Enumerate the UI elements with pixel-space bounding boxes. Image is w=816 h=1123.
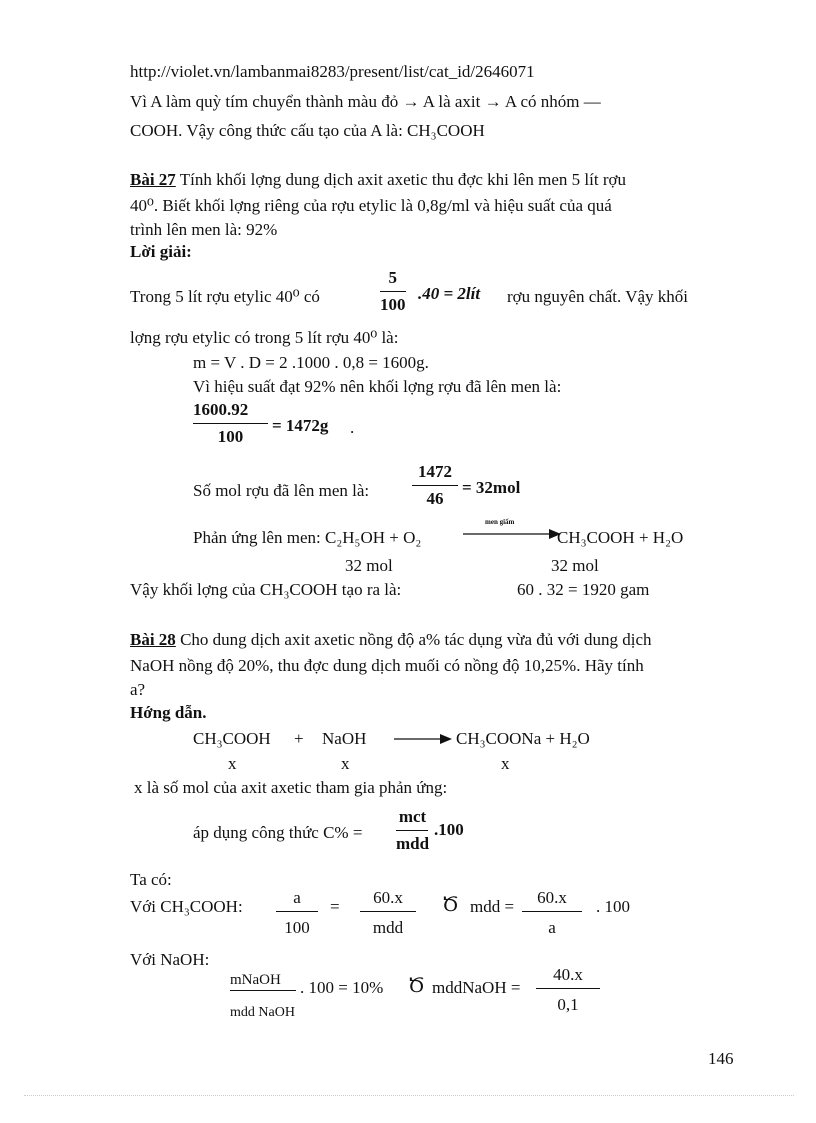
frac-5-over-100 — [380, 268, 406, 315]
bai28-guide-label: Hớng dẫn. — [130, 703, 207, 722]
formula-num: mct — [398, 807, 427, 826]
frac-1600 — [193, 400, 268, 447]
v1-frac-c-num: 60.x — [537, 888, 567, 907]
bai27-line-3: trình lên men là: 92% — [130, 220, 278, 239]
frac-5-den: 100 — [380, 295, 406, 314]
v1-frac-c-den: a — [548, 918, 556, 937]
eq-x-1: x — [228, 754, 237, 773]
bai27-sol-line-1-pre: Trong 5 lít rợu etylic 40⁰ có — [130, 287, 320, 306]
formula-den: mdd — [396, 834, 430, 853]
bai27-sol-line-1-post: rợu nguyên chất. Vậy khối — [507, 287, 688, 306]
mass-line-pre: Vậy khối lợng của CH₃COOH tạo ra là: — [130, 580, 402, 599]
v1-mdd: mdd = — [470, 897, 515, 916]
v2-frac-b-num: 40.x — [553, 965, 583, 984]
frac-1600-den: 100 — [217, 427, 244, 446]
bottom-divider — [24, 1095, 794, 1096]
formula-result: .100 — [434, 820, 464, 839]
v2-frac-b — [536, 965, 600, 1015]
v1-eq: = — [330, 897, 340, 916]
v2-frac-a — [230, 970, 296, 1023]
frac-1472 — [412, 462, 458, 509]
frac-5-num: 5 — [388, 268, 397, 287]
reaction-arrow-icon — [463, 528, 561, 540]
eq-arrow-icon — [394, 733, 452, 745]
taco: Ta có: — [130, 870, 172, 889]
v1-frac-a-num: a — [293, 888, 301, 907]
bai27-solution-label: Lời giải: — [130, 242, 192, 261]
v1-sym: Ծ — [442, 894, 459, 916]
bai27-label: Bài 27 — [130, 170, 176, 189]
bai28-line-3: a? — [130, 680, 146, 699]
reaction-post: CH₃COOH + H₂O — [557, 528, 684, 547]
frac-1600-num: 1600.92 — [193, 400, 249, 419]
bai27-sol-line-1-res: .40 = 2lít — [418, 284, 481, 303]
frac-1472-result: = 32mol — [462, 478, 521, 497]
v1-pre: Với CH₃COOH: — [130, 897, 243, 916]
v1-frac-c — [522, 888, 582, 938]
frac-1472-den: 46 — [426, 489, 444, 508]
mol-line-pre: Số mol rợu đã lên men là: — [193, 481, 370, 500]
bai28-line-1 — [130, 630, 652, 650]
v1-frac-a-den: 100 — [284, 918, 310, 937]
v1-frac-b-den: mdd — [372, 918, 404, 937]
intro-line-1: Vì A làm quỳ tím chuyển thành màu đỏ → A là axit → A có nhóm — — [130, 92, 601, 111]
eq-products: CH₃COONa + H₂O — [456, 729, 590, 748]
v2-frac-b-den: 0,1 — [557, 995, 579, 1014]
bai28-label: Bài 28 — [130, 630, 176, 649]
page-number: 146 — [708, 1049, 734, 1068]
eq-x-3: x — [501, 754, 510, 773]
bai28-line-2: NaOH nồng độ 20%, thu đợc dung dịch muối có nồng độ 10,25%. Hãy tính — [130, 656, 644, 675]
bai27-line-2: 40⁰. Biết khối lợng riêng của rợu etylic là 0,8g/ml và hiệu suất của quá — [130, 196, 612, 215]
bai27-sol-line-2: lợng rợu etylic có trong 5 lít rợu 40⁰ là: — [130, 328, 399, 347]
v1-frac-b-num: 60.x — [373, 888, 403, 907]
mass-line-result: 60 . 32 = 1920 gam — [517, 580, 650, 599]
v2-frac-a-den: mdd NaOH — [230, 1005, 295, 1020]
frac-1600-result: = 1472g — [272, 416, 329, 435]
v2-sym: Ծ — [408, 975, 425, 997]
bai27-line-1 — [130, 170, 626, 190]
v1-frac-b — [360, 888, 416, 938]
eq-plus: + — [294, 729, 304, 748]
formula-fraction — [396, 807, 429, 854]
v1-frac-a — [276, 888, 318, 938]
mol-right: 32 mol — [551, 556, 599, 575]
intro-line-2: COOH. Vậy công thức cấu tạo của A là: CH₃COOH — [130, 121, 485, 140]
reaction-condition: men giấm — [485, 518, 515, 526]
eq-acid: CH₃COOH — [193, 729, 271, 748]
bai28-text-1: Cho dung dịch axit axetic nồng độ a% tác dụng vừa đủ với dung dịch — [180, 630, 652, 649]
formula-pre: áp dụng công thức C% = — [193, 823, 363, 842]
x-definition: x là số mol của axit axetic tham gia phản ứng: — [134, 778, 448, 797]
v1-tail: . 100 — [596, 897, 630, 916]
v2-frac-a-num: mNaOH — [230, 972, 281, 988]
bai27-sol-line-4: Vì hiệu suất đạt 92% nên khối lợng rợu đã lên men là: — [193, 377, 562, 396]
eq-naoh: NaOH — [322, 729, 367, 748]
bai27-sol-line-3: m = V . D = 2 .1000 . 0,8 = 1600g. — [193, 353, 429, 372]
v2-mid: . 100 = 10% — [300, 978, 384, 997]
v2-mdd: mddNaOH = — [432, 978, 521, 997]
eq-x-2: x — [341, 754, 350, 773]
reaction-pre: Phản ứng lên men: C₂H₅OH + O₂ — [193, 528, 422, 547]
frac-1472-num: 1472 — [418, 462, 452, 481]
header-url: http://violet.vn/lambanmai8283/present/list/cat_id/2646071 — [130, 62, 535, 81]
mol-left: 32 mol — [345, 556, 393, 575]
bai27-text-1: Tính khối lợng dung dịch axit axetic thu đợc khi lên men 5 lít rợu — [179, 170, 626, 189]
v2-pre: Với NaOH: — [130, 950, 210, 969]
frac-1600-dot: . — [350, 418, 355, 437]
